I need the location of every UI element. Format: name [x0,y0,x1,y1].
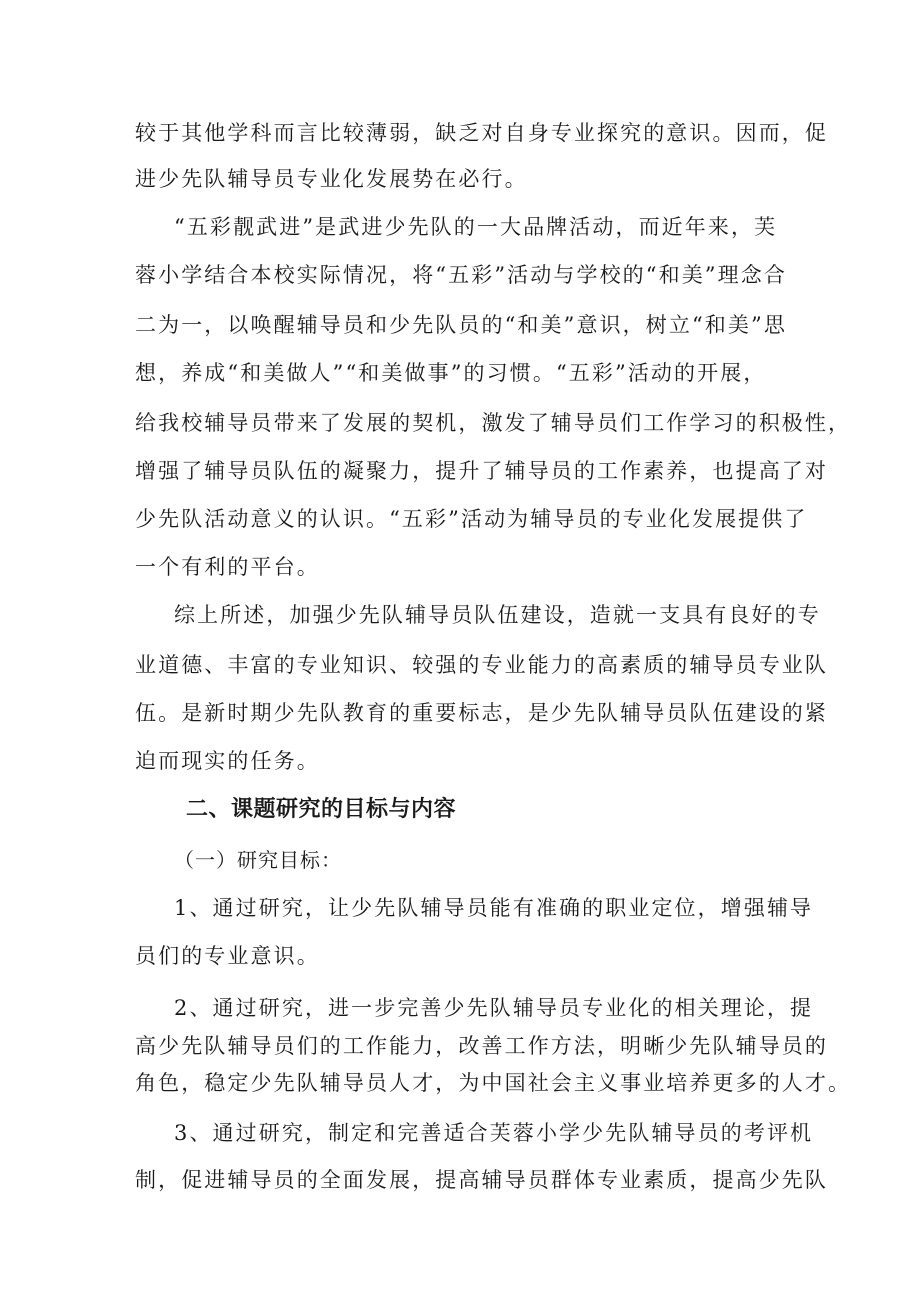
text-line: 业道德、丰富的专业知识、较强的专业能力的高素质的辅导员专业队 [135,653,828,677]
text-line: 给我校辅导员带来了发展的契机，激发了辅导员们工作学习的积极性， [135,411,852,435]
text-line: 蓉小学结合本校实际情况，将“五彩”活动与学校的“和美”理念合 [135,263,787,287]
text-line: 二为一，以唤醒辅导员和少先队员的“和美”意识，树立“和美”思 [135,313,787,337]
text-line: 3、通过研究，制定和完善适合芙蓉小学少先队辅导员的考评机 [174,1121,814,1145]
text-line: 制，促进辅导员的全面发展，提高辅导员群体专业素质，提高少先队 [135,1168,828,1192]
text-line: 2、通过研究，进一步完善少先队辅导员专业化的相关理论，提 [174,996,814,1020]
text-line: 1、通过研究，让少先队辅导员能有准确的职业定位，增强辅导 [174,896,814,920]
text-line: 进少先队辅导员专业化发展势在必行。 [135,167,528,191]
subsection-heading: （一）研究目标： [174,848,342,872]
text-line: 较于其他学科而言比较薄弱，缺乏对自身专业探究的意识。因而，促 [135,121,828,145]
text-line: 想，养成“和美做人”“和美做事”的习惯。“五彩”活动的开展， [135,361,767,385]
text-line: “五彩靓武进”是武进少先队的一大品牌活动，而近年来，芙 [174,215,778,239]
text-line: 综上所述，加强少先队辅导员队伍建设，造就一支具有良好的专 [174,603,821,627]
text-line: 迫而现实的任务。 [135,749,320,773]
text-line: 少先队活动意义的认识。“五彩”活动为辅导员的专业化发展提供了 [135,507,808,531]
section-heading: 二、课题研究的目标与内容 [186,797,457,822]
text-line: 高少先队辅导员们的工作能力，改善工作方法，明晰少先队辅导员的 [135,1034,828,1058]
text-line: 增强了辅导员队伍的凝聚力，提升了辅导员的工作素养，也提高了对 [135,459,828,483]
text-line: 员们的专业意识。 [135,944,320,968]
text-line: 伍。是新时期少先队教育的重要标志，是少先队辅导员队伍建设的紧 [135,701,828,725]
text-line: 角色，稳定少先队辅导员人才，为中国社会主义事业培养更多的人才。 [135,1071,852,1095]
text-line: 一个有利的平台。 [135,555,320,579]
